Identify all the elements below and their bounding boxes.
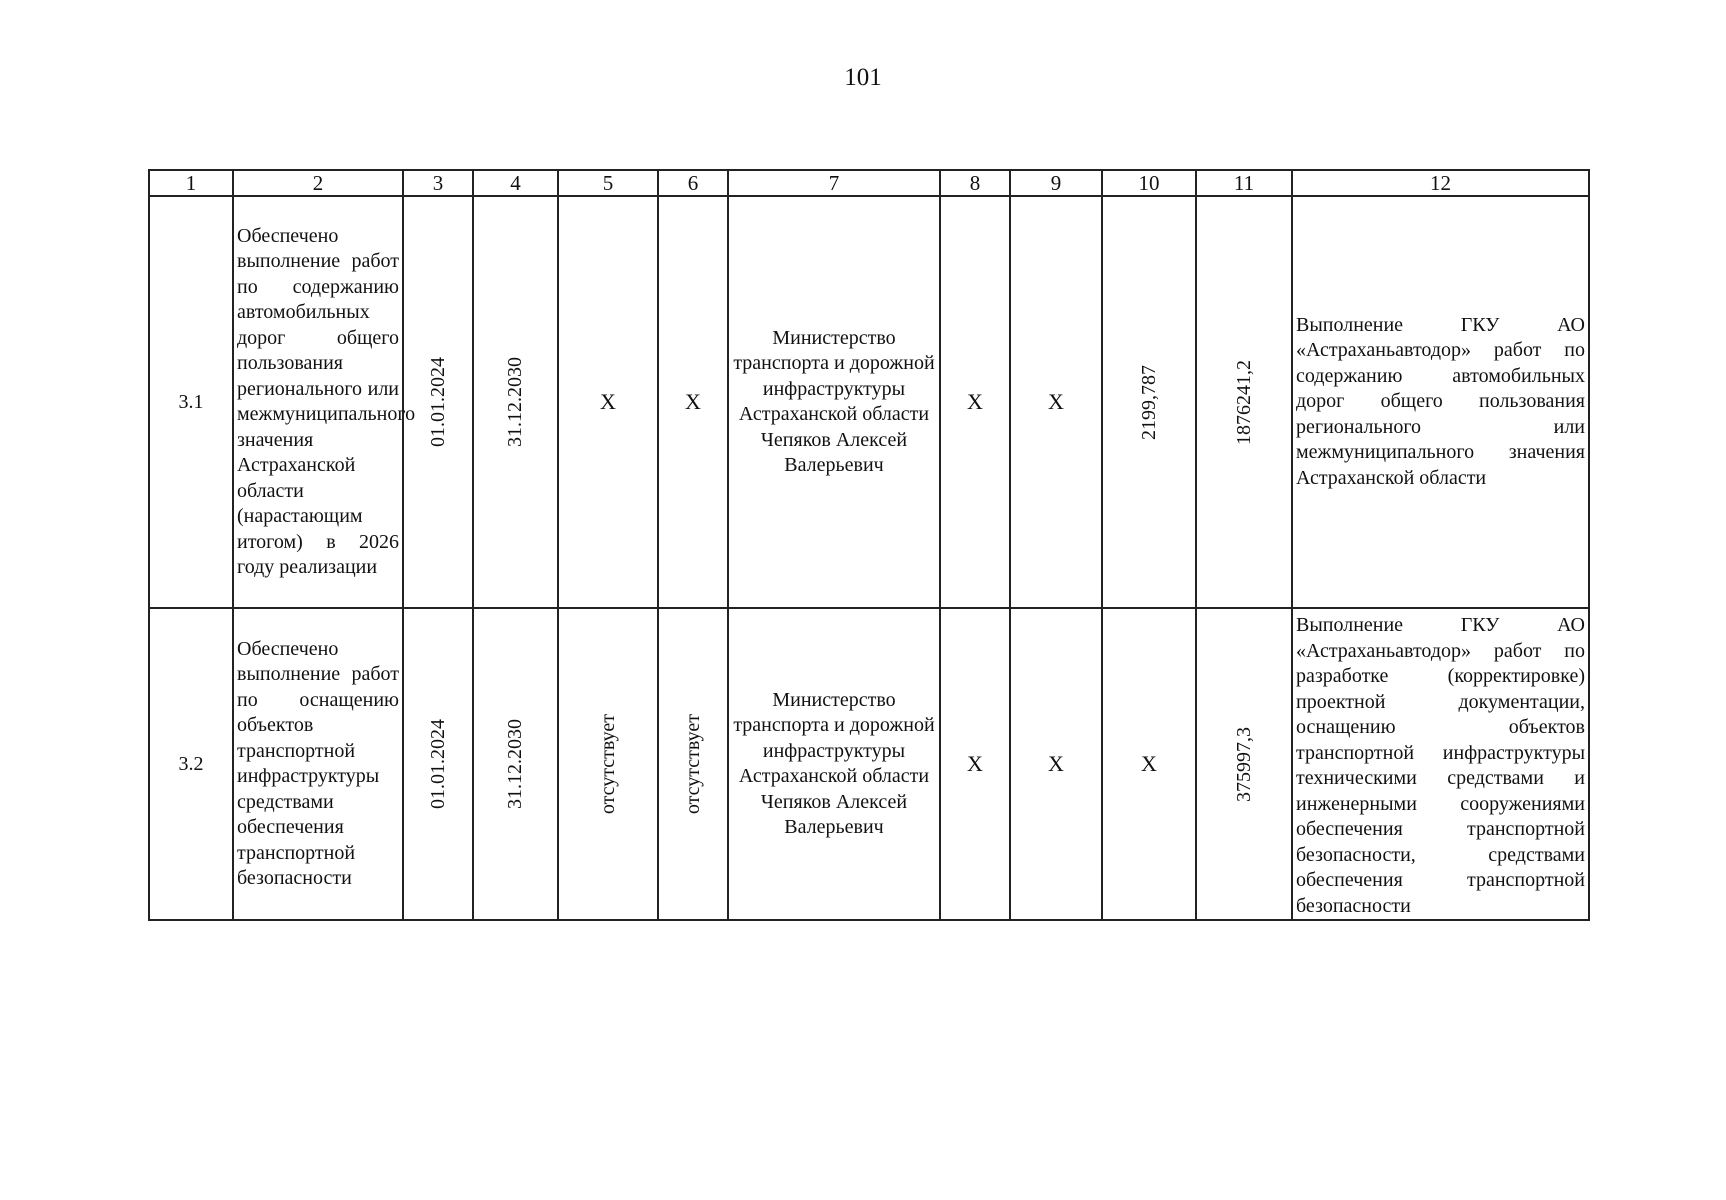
header-cell-9: 9	[1010, 170, 1102, 196]
header-cell-7: 7	[728, 170, 940, 196]
header-cell-8: 8	[940, 170, 1010, 196]
col9-cell: X	[1010, 608, 1102, 920]
col11-cell	[1196, 608, 1292, 920]
description-cell: Выполнение ГКУ АО «Астраханьавтодор» работ по содержанию автомобильных дорог общего пользования регионального или межмуниципального значения Астраханской области	[1292, 196, 1589, 608]
result-cell: Обеспечено выполнение работ по содержанию автомобильных дорог общего пользования регионального или межмуниципального значения Астраханской области (нарастающим итогом) в 2026 году реализации	[233, 196, 403, 608]
col11-value: 375997,3	[1232, 726, 1255, 802]
end-date-cell	[473, 196, 558, 608]
description-cell: Выполнение ГКУ АО «Астраханьавтодор» работ по разработке (корректировке) проектной документации, оснащению объектов транспортной инфраструктуры техническими средствами и инженерными сооружениями обеспечения транспортной безопасности, средствами обеспечения транспортной безопасности	[1292, 608, 1589, 920]
start-date: 01.01.2024	[426, 357, 449, 447]
col5-cell	[558, 608, 658, 920]
start-date-cell	[403, 196, 473, 608]
start-date-cell	[403, 608, 473, 920]
header-cell-5: 5	[558, 170, 658, 196]
col5-value: отсутствует	[596, 713, 619, 815]
header-cell-10: 10	[1102, 170, 1196, 196]
end-date-cell	[473, 608, 558, 920]
responsible-cell: Министерство транспорта и дорожной инфраструктуры Астраханской области Чепяков Алексей Валерьевич	[728, 196, 940, 608]
header-cell-3: 3	[403, 170, 473, 196]
col11-cell	[1196, 196, 1292, 608]
col6-value: отсутствует	[681, 713, 704, 815]
measures-table	[148, 169, 1590, 921]
row-number: 3.1	[149, 196, 233, 608]
col11-value: 1876241,2	[1232, 359, 1255, 445]
col10-cell	[1102, 196, 1196, 608]
col6-cell: X	[658, 196, 728, 608]
result-cell: Обеспечено выполнение работ по оснащению объектов транспортной инфраструктуры средствами обеспечения транспортной безопасности	[233, 608, 403, 920]
col8-cell: X	[940, 608, 1010, 920]
header-row	[149, 170, 1589, 196]
responsible-cell: Министерство транспорта и дорожной инфраструктуры Астраханской области Чепяков Алексей Валерьевич	[728, 608, 940, 920]
header-cell-2: 2	[233, 170, 403, 196]
col5-cell: X	[558, 196, 658, 608]
col6-cell	[658, 608, 728, 920]
col10-value: 2199,787	[1137, 364, 1160, 440]
header-cell-12: 12	[1292, 170, 1589, 196]
table-row	[149, 196, 1589, 608]
col8-cell: X	[940, 196, 1010, 608]
header-cell-1: 1	[149, 170, 233, 196]
page-number: 101	[844, 64, 882, 91]
row-number: 3.2	[149, 608, 233, 920]
end-date: 31.12.2030	[504, 719, 526, 809]
col9-cell: X	[1010, 196, 1102, 608]
header-cell-6: 6	[658, 170, 728, 196]
header-cell-4: 4	[473, 170, 558, 196]
start-date: 01.01.2024	[426, 719, 449, 809]
end-date: 31.12.2030	[504, 357, 526, 447]
table-row	[149, 608, 1589, 920]
col10-cell: X	[1102, 608, 1196, 920]
header-cell-11: 11	[1196, 170, 1292, 196]
